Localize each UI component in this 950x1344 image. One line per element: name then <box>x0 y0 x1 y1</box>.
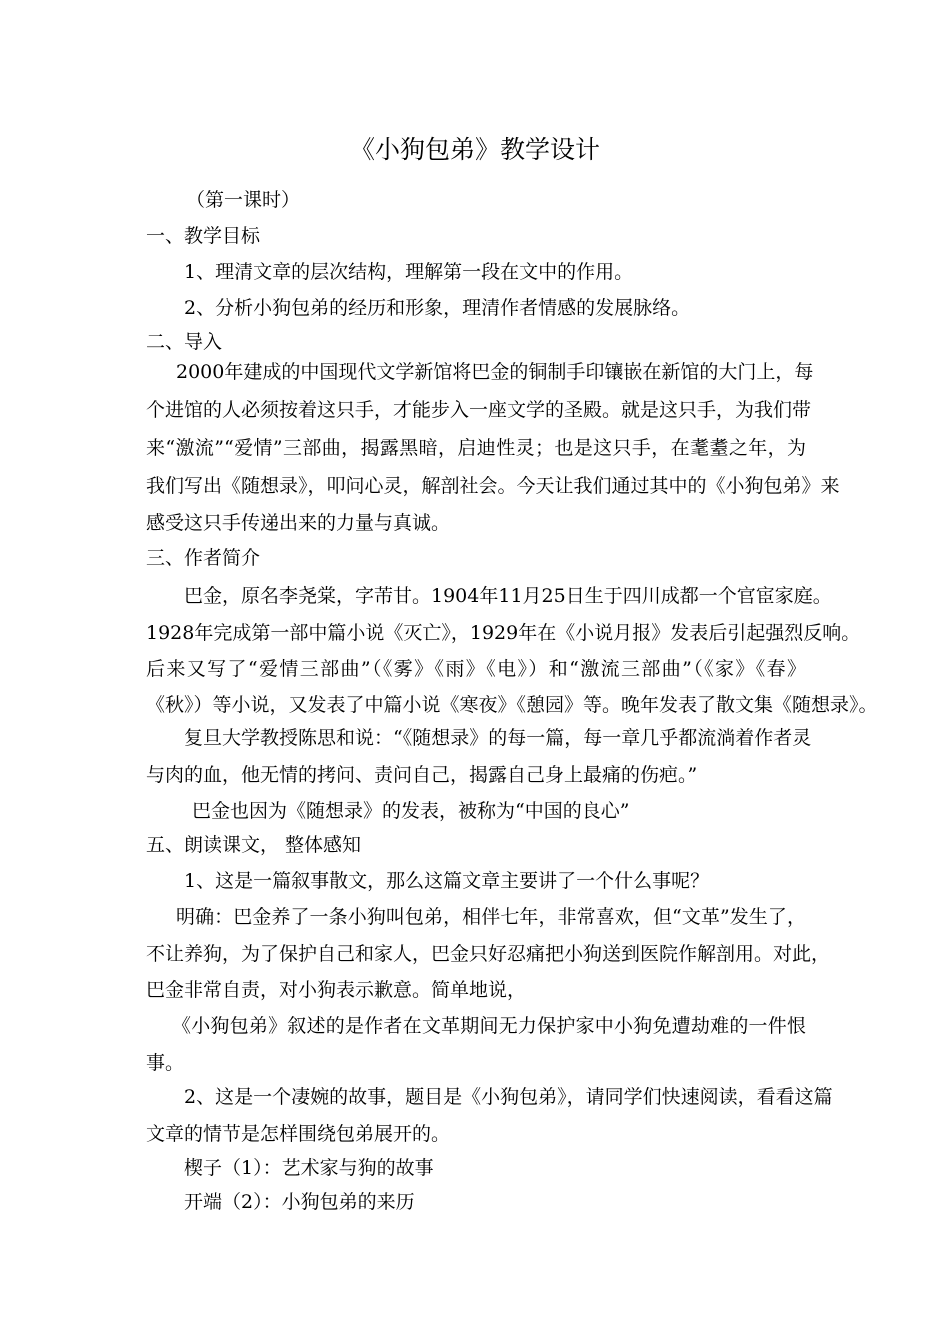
section-heading-intro: 二、导入 <box>146 331 223 353</box>
paragraph-line: 后来又写了“爱情三部曲”（《雾》《雨》《电》）和“激流三部曲”（《家》《春》 <box>146 658 806 680</box>
paragraph-line: 巴金非常自责，对小狗表示歉意。简单地说， <box>146 979 527 1001</box>
outline-item: 楔子（1）：艺术家与狗的故事 <box>184 1157 434 1179</box>
goal-item: 1、理清文章的层次结构，理解第一段在文中的作用。 <box>184 261 634 283</box>
paragraph-line: 与肉的血，他无情的拷问、责问自己，揭露自己身上最痛的伤疤。” <box>146 764 698 786</box>
paragraph-line: 事。 <box>146 1052 185 1074</box>
paragraph-line: 《秋》）等小说，又发表了中篇小说《寒夜》《憩园》等。晚年发表了散文集《随想录》。 <box>146 694 878 716</box>
paragraph-line: 巴金也因为《随想录》的发表，被称为“中国的良心” <box>192 800 630 822</box>
lesson-label: （第一课时） <box>186 189 301 211</box>
paragraph-line: 复旦大学教授陈思和说：“《随想录》的每一篇，每一章几乎都流淌着作者灵 <box>184 727 812 749</box>
paragraph-line: 我们写出《随想录》，叩问心灵，解剖社会。今天让我们通过其中的《小狗包弟》来 <box>146 475 840 497</box>
question-line: 1、这是一篇叙事散文，那么这篇文章主要讲了一个什么事呢？ <box>184 870 710 892</box>
paragraph-line: 《小狗包弟》叙述的是作者在文革期间无力保护家中小狗免遭劫难的一件恨 <box>172 1015 806 1037</box>
section-heading-author: 三、作者简介 <box>146 547 261 569</box>
section-heading-reading: 五、朗读课文， 整体感知 <box>146 834 362 856</box>
paragraph-line: 个进馆的人必须按着这只手，才能步入一座文学的圣殿。就是这只手，为我们带 <box>146 399 812 421</box>
document-title: 《小狗包弟》教学设计 <box>349 135 600 164</box>
paragraph-line: 明确：巴金养了一条小狗叫包弟，相伴七年，非常喜欢，但“文革”发生了， <box>176 906 806 928</box>
question-line: 2、这是一个凄婉的故事，题目是《小狗包弟》，请同学们快速阅读，看看这篇 <box>184 1086 833 1108</box>
paragraph-line: 感受这只手传递出来的力量与真诚。 <box>146 512 451 534</box>
section-heading-goals: 一、教学目标 <box>146 225 261 247</box>
paragraph-line: 文章的情节是怎样围绕包弟展开的。 <box>146 1123 451 1145</box>
paragraph-line: 不让养狗，为了保护自己和家人，巴金只好忍痛把小狗送到医院作解剖用。对此， <box>146 943 831 965</box>
outline-item: 开端（2）：小狗包弟的来历 <box>184 1191 415 1213</box>
goal-item: 2、分析小狗包弟的经历和形象，理清作者情感的发展脉络。 <box>184 297 691 319</box>
paragraph-line: 2000年建成的中国现代文学新馆将巴金的铜制手印镶嵌在新馆的大门上，每 <box>176 361 814 383</box>
paragraph-line: 来“激流”“爱情”三部曲，揭露黑暗，启迪性灵；也是这只手，在耄耋之年，为 <box>146 437 806 459</box>
paragraph-line: 巴金，原名李尧棠，字芾甘。1904年11月25日生于四川成都一个官宦家庭。 <box>184 585 832 607</box>
paragraph-line: 1928年完成第一部中篇小说《灭亡》，1929年在《小说月报》发表后引起强烈反响。 <box>146 622 861 644</box>
